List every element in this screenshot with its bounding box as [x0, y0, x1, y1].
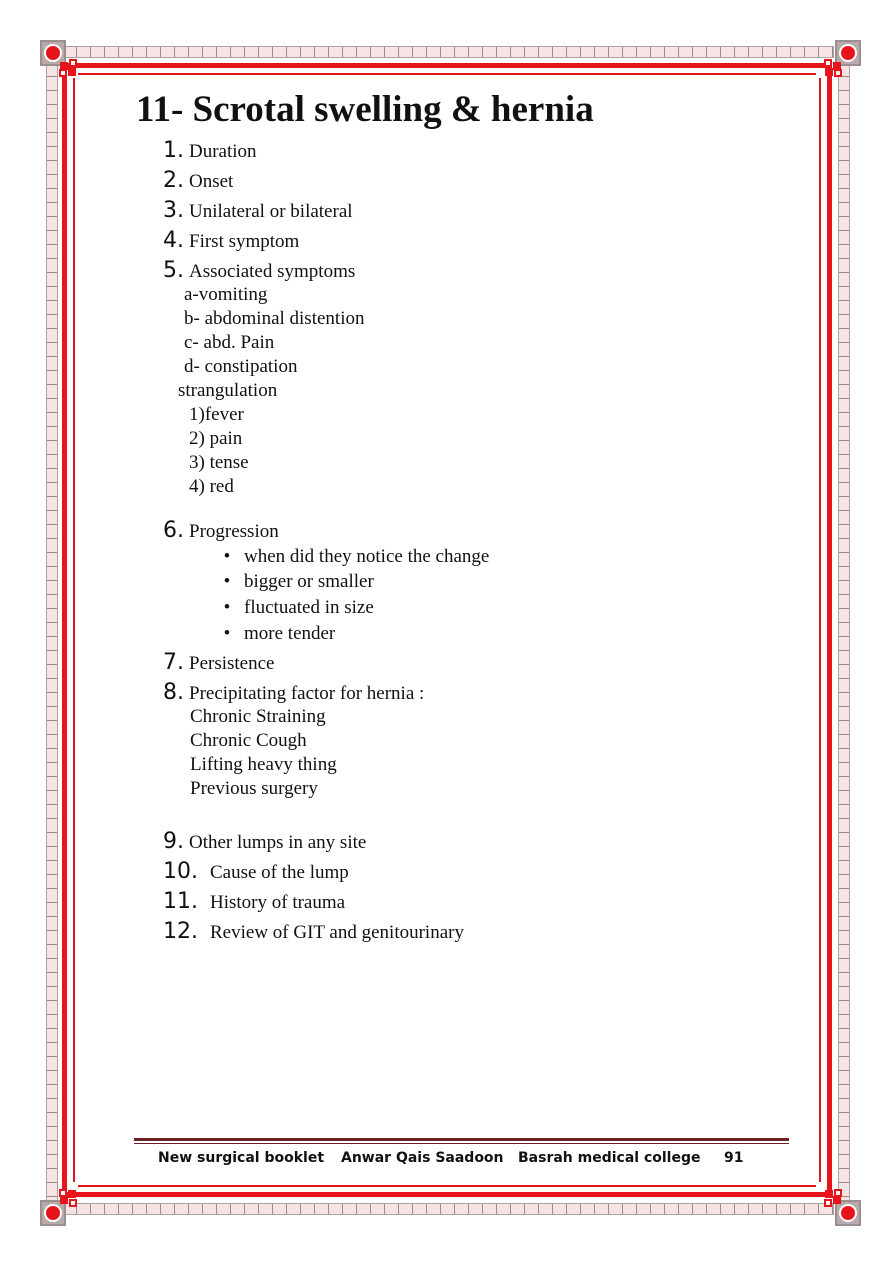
list-item — [163, 891, 345, 913]
item-number: 4. — [163, 228, 184, 253]
item-number: 6. — [163, 518, 184, 543]
list-item — [163, 170, 233, 192]
item-text: Duration — [189, 141, 257, 162]
list-item — [163, 861, 349, 883]
list-item — [163, 921, 464, 943]
sub-item: Chronic Cough — [190, 730, 307, 751]
list-item — [163, 520, 279, 542]
sub-item: Lifting heavy thing — [190, 754, 337, 775]
item-text: Cause of the lump — [210, 862, 349, 883]
frame-line-top — [62, 63, 832, 68]
list-item — [163, 682, 424, 704]
sub-item: a-vomiting — [184, 284, 268, 305]
bullet-icon: • — [223, 597, 231, 618]
item-text: Persistence — [189, 653, 275, 674]
sub-item: 1)fever — [189, 404, 244, 425]
footer-author: Anwar Qais Saadoon — [341, 1150, 504, 1166]
list-item — [163, 831, 366, 853]
bullet-item: • when did they notice the change — [244, 547, 489, 566]
list-item — [163, 200, 353, 222]
bullet-item: • more tender — [244, 624, 335, 643]
item-number: 1. — [163, 138, 184, 163]
corner-ornament-icon — [817, 1182, 863, 1228]
corner-ornament-icon — [38, 1182, 84, 1228]
item-number: 7. — [163, 650, 184, 675]
corner-ornament-icon — [38, 38, 84, 84]
item-text: First symptom — [189, 231, 300, 252]
list-item — [163, 140, 257, 162]
item-number: 8. — [163, 680, 184, 705]
item-text: Onset — [189, 171, 234, 192]
frame-line-bottom — [62, 1192, 832, 1197]
sub-item: 3) tense — [189, 452, 249, 473]
frame-inner-line-right — [819, 78, 821, 1182]
item-number: 5. — [163, 258, 184, 283]
item-number: 12. — [163, 919, 198, 944]
frame-line-right — [827, 63, 832, 1197]
frame-inner-line-left — [73, 78, 75, 1182]
item-text: History of trauma — [210, 892, 346, 913]
list-item — [163, 230, 299, 252]
frame-inner-line-top — [78, 73, 816, 75]
footer-rule — [134, 1138, 789, 1141]
footer-booklet: New surgical booklet — [158, 1150, 325, 1166]
corner-ornament-icon — [817, 38, 863, 84]
footer-college: Basrah medical college — [518, 1150, 701, 1166]
item-text: Progression — [189, 521, 279, 542]
item-number: 9. — [163, 829, 184, 854]
sub-item: 2) pain — [189, 428, 243, 449]
sub-item: Chronic Straining — [190, 706, 326, 727]
item-number: 3. — [163, 198, 184, 223]
bullet-item: • fluctuated in size — [244, 598, 374, 617]
sub-item: b- abdominal distention — [184, 308, 365, 329]
sub-item: 4) red — [189, 476, 234, 497]
frame-line-left — [62, 63, 67, 1197]
item-number: 2. — [163, 168, 184, 193]
bullet-icon: • — [223, 546, 231, 567]
item-number: 11. — [163, 889, 198, 914]
item-text: Precipitating factor for hernia : — [189, 683, 425, 704]
item-number: 10. — [163, 859, 198, 884]
page-number: 91 — [724, 1150, 744, 1166]
bullet-icon: • — [223, 623, 231, 644]
item-text: Review of GIT and genitourinary — [210, 922, 464, 943]
sub-item: d- constipation — [184, 356, 298, 377]
footer-rule-thin — [134, 1143, 789, 1144]
item-text: Associated symptoms — [189, 261, 356, 282]
sub-heading: strangulation — [178, 380, 278, 401]
page-title: 11- Scrotal swelling & hernia — [136, 89, 594, 130]
item-text: Unilateral or bilateral — [189, 201, 353, 222]
bullet-item: • bigger or smaller — [244, 572, 374, 591]
frame-inner-line-bottom — [78, 1185, 816, 1187]
list-item — [163, 260, 355, 282]
sub-item: c- abd. Pain — [184, 332, 275, 353]
border-strip-left — [46, 62, 58, 1204]
border-strip-bottom — [62, 1203, 834, 1215]
sub-item: Previous surgery — [190, 778, 318, 799]
bullet-icon: • — [223, 571, 231, 592]
border-strip-top — [62, 46, 834, 58]
item-text: Other lumps in any site — [189, 832, 367, 853]
border-strip-right — [838, 62, 850, 1204]
list-item — [163, 652, 274, 674]
